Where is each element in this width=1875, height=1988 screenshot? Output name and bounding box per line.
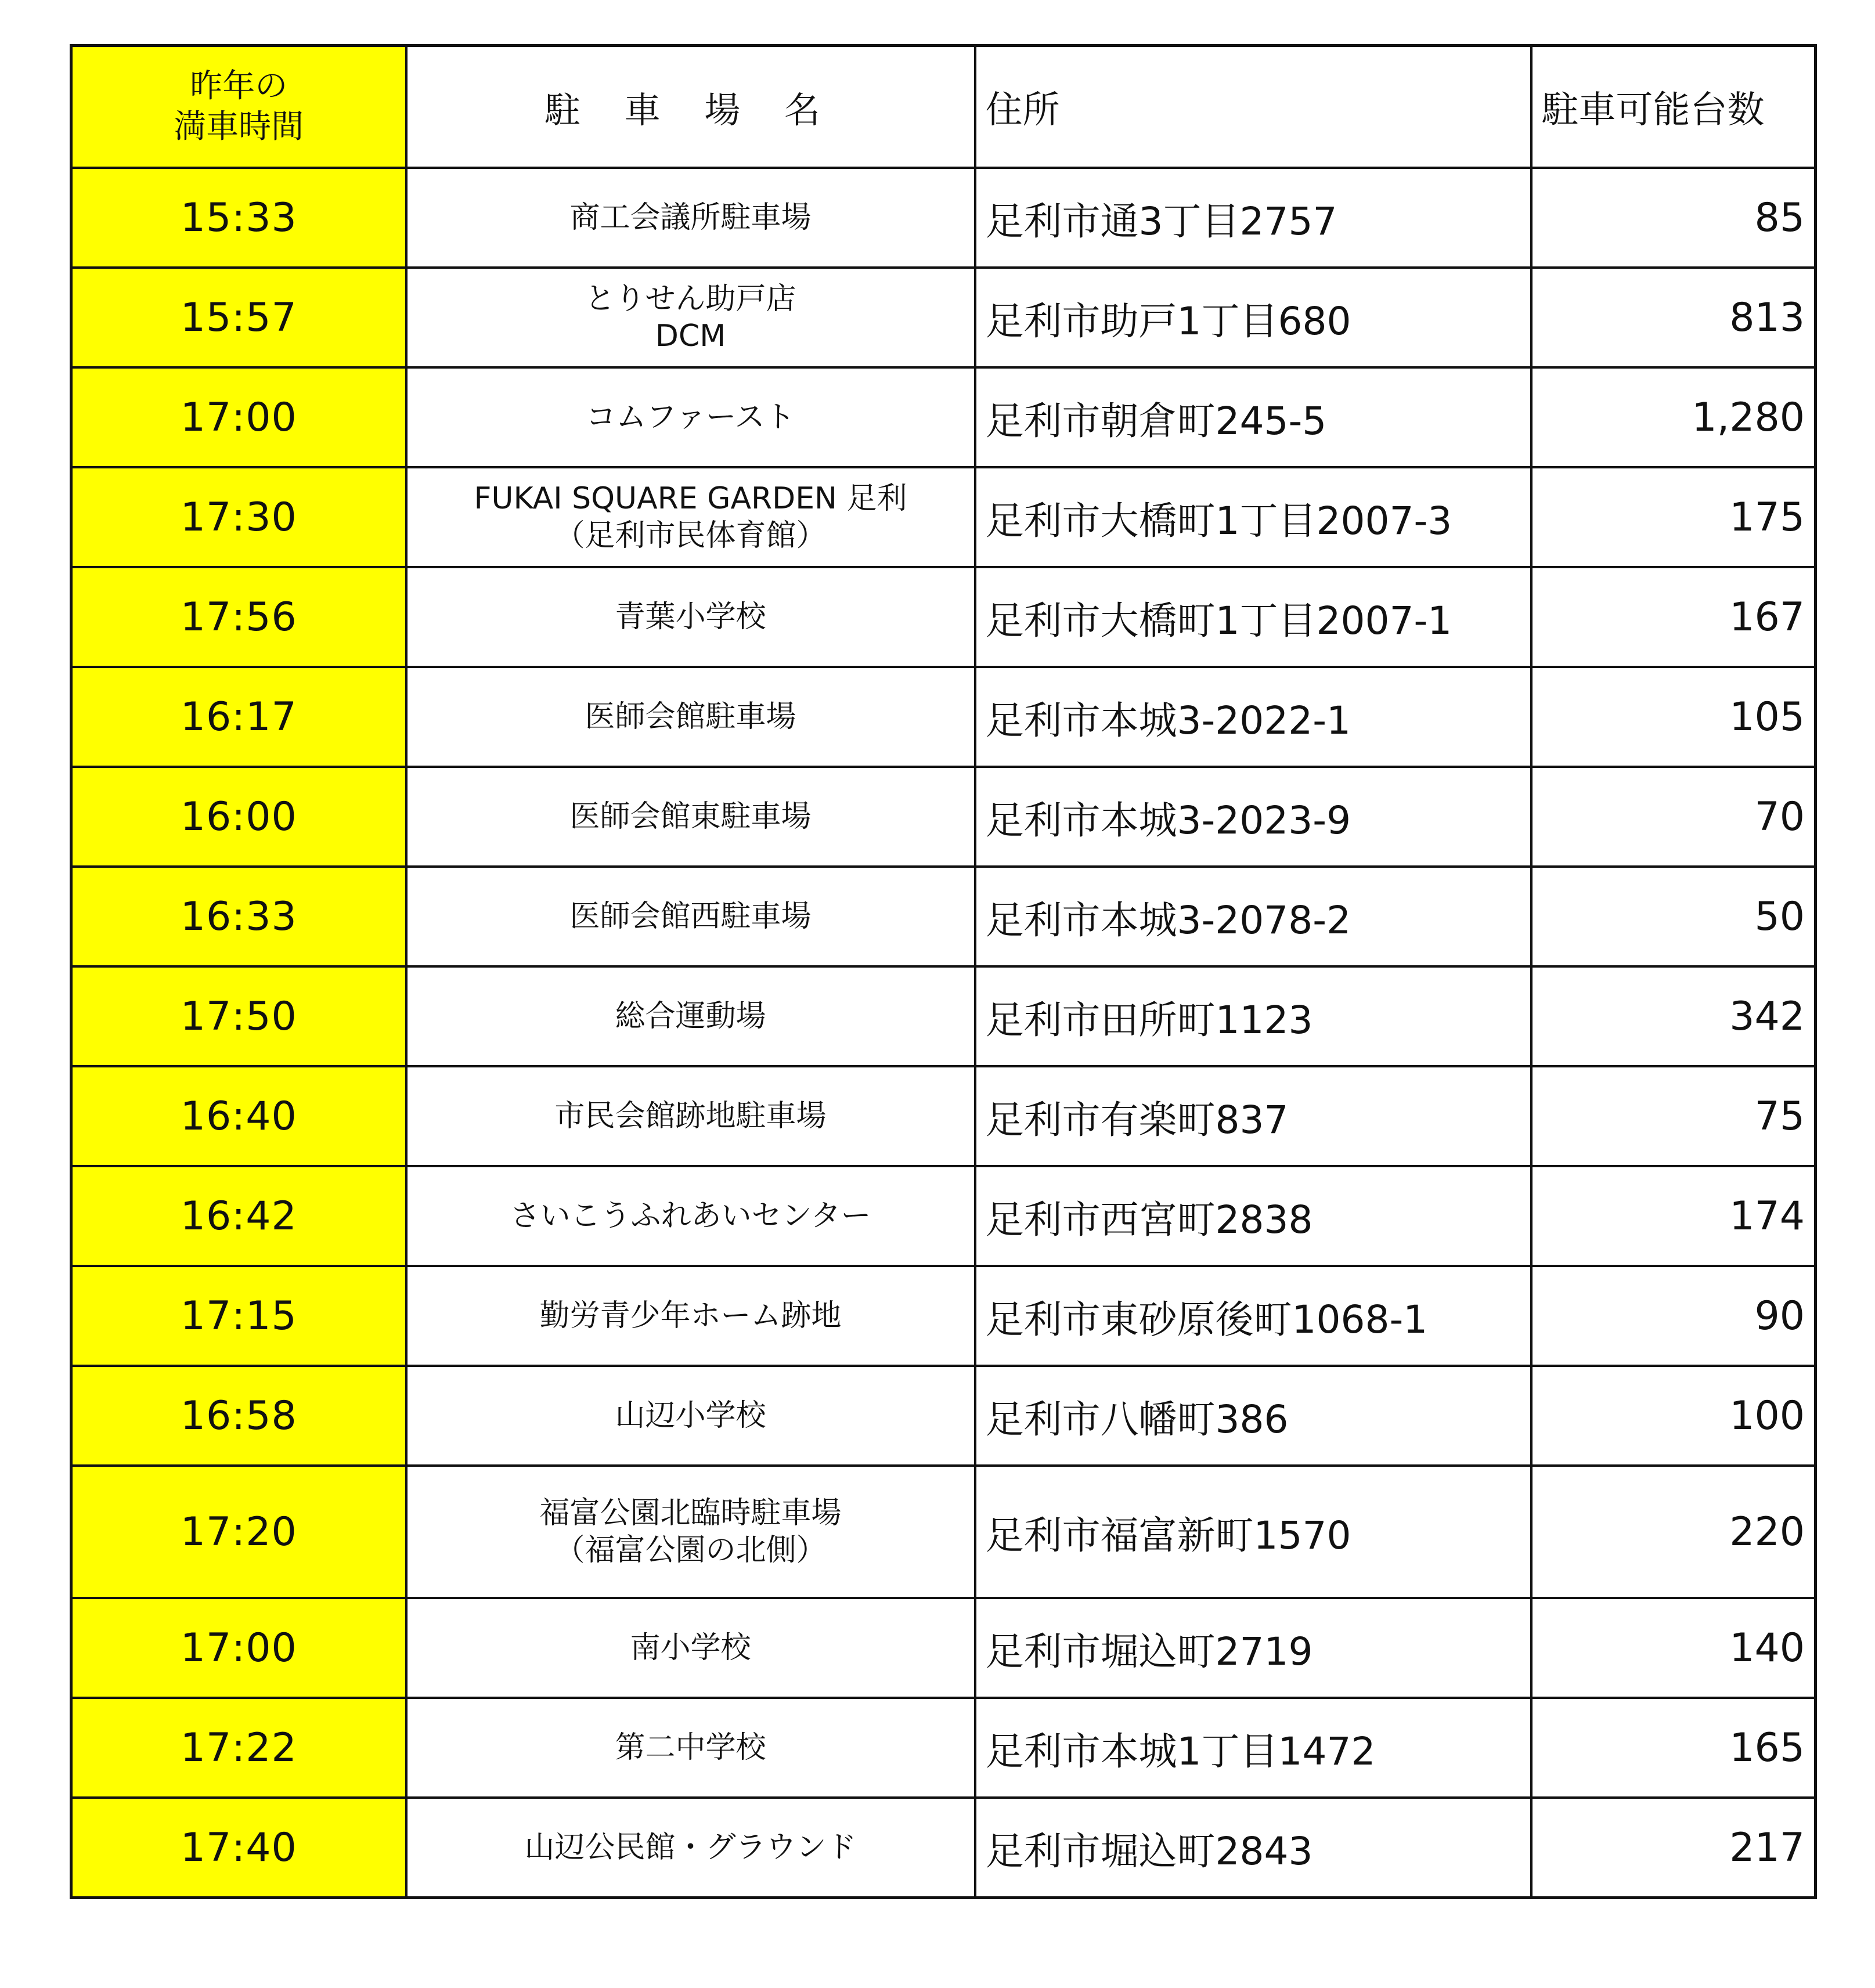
parking-name-cell <box>406 1066 975 1166</box>
full-time-cell: 16:58 <box>71 1366 406 1466</box>
table-body <box>71 168 1816 1898</box>
parking-name-line: 総合運動場 <box>615 999 766 1034</box>
address-cell: 足利市堀込町2719 <box>975 1598 1531 1698</box>
address-cell: 足利市朝倉町245-5 <box>975 367 1531 467</box>
parking-name-line: （足利市民体育館） <box>554 518 827 553</box>
capacity-cell: 813 <box>1531 268 1816 367</box>
full-time-cell: 17:00 <box>71 1598 406 1698</box>
parking-name-cell <box>406 966 975 1066</box>
capacity-cell: 175 <box>1531 467 1816 567</box>
header-capacity: 駐車可能台数 <box>1531 46 1816 168</box>
parking-name-cell <box>406 767 975 867</box>
full-time-cell: 16:00 <box>71 767 406 867</box>
capacity-cell: 165 <box>1531 1698 1816 1798</box>
capacity-cell: 75 <box>1531 1066 1816 1166</box>
capacity-cell: 90 <box>1531 1266 1816 1366</box>
full-time-cell: 15:57 <box>71 268 406 367</box>
header-time <box>71 46 406 168</box>
parking-name-cell <box>406 467 975 567</box>
parking-name-cell <box>406 567 975 667</box>
parking-name-cell <box>406 1166 975 1266</box>
parking-name-line: 山辺小学校 <box>615 1398 766 1433</box>
full-time-cell: 17:15 <box>71 1266 406 1366</box>
capacity-cell: 50 <box>1531 867 1816 966</box>
capacity-cell: 140 <box>1531 1598 1816 1698</box>
parking-name-cell <box>406 1698 975 1798</box>
full-time-cell: 17:40 <box>71 1798 406 1898</box>
address-cell: 足利市福富新町1570 <box>975 1466 1531 1598</box>
full-time-cell: 17:56 <box>71 567 406 667</box>
parking-name-cell <box>406 667 975 767</box>
parking-name-line: 南小学校 <box>630 1630 751 1665</box>
full-time-cell: 16:40 <box>71 1066 406 1166</box>
parking-name-line: さいこうふれあいセンター <box>510 1199 871 1233</box>
header-time-line1: 昨年の <box>190 67 288 105</box>
parking-name-line: 医師会館東駐車場 <box>569 799 812 834</box>
table-row <box>71 1166 1816 1266</box>
parking-name-line: 福富公園北臨時駐車場 <box>539 1496 842 1531</box>
full-time-cell: 16:42 <box>71 1166 406 1266</box>
parking-name-cell <box>406 367 975 467</box>
full-time-cell: 16:17 <box>71 667 406 767</box>
parking-name-cell <box>406 1466 975 1598</box>
table-row <box>71 367 1816 467</box>
address-cell: 足利市有楽町837 <box>975 1066 1531 1166</box>
capacity-cell: 174 <box>1531 1166 1816 1266</box>
parking-name-line: とりせん助戸店 <box>585 282 796 316</box>
parking-name-line: 青葉小学校 <box>615 600 766 634</box>
capacity-cell: 100 <box>1531 1366 1816 1466</box>
table-row <box>71 1266 1816 1366</box>
table-row <box>71 767 1816 867</box>
table-row <box>71 168 1816 268</box>
table-row <box>71 966 1816 1066</box>
header-time-line2: 満車時間 <box>174 108 304 146</box>
capacity-cell: 85 <box>1531 168 1816 268</box>
parking-name-line: 山辺公民館・グラウンド <box>524 1830 857 1865</box>
parking-name-line: 市民会館跡地駐車場 <box>554 1099 827 1134</box>
parking-table <box>70 44 1817 1899</box>
parking-name-line: 商工会議所駐車場 <box>569 200 812 235</box>
parking-name-line: 医師会館西駐車場 <box>569 899 812 934</box>
address-cell: 足利市堀込町2843 <box>975 1798 1531 1898</box>
header-address: 住所 <box>975 46 1531 168</box>
capacity-cell: 217 <box>1531 1798 1816 1898</box>
address-cell: 足利市東砂原後町1068-1 <box>975 1266 1531 1366</box>
full-time-cell: 16:33 <box>71 867 406 966</box>
table-row <box>71 1466 1816 1598</box>
capacity-cell: 1,280 <box>1531 367 1816 467</box>
parking-name-line: 勤労青少年ホーム跡地 <box>539 1298 842 1333</box>
header-name: 駐 車 場 名 <box>406 46 975 168</box>
table-row <box>71 1798 1816 1898</box>
full-time-cell: 17:00 <box>71 367 406 467</box>
parking-name-cell <box>406 867 975 966</box>
full-time-cell: 17:22 <box>71 1698 406 1798</box>
parking-name-cell <box>406 168 975 268</box>
address-cell: 足利市西宮町2838 <box>975 1166 1531 1266</box>
address-cell: 足利市本城3-2078-2 <box>975 867 1531 966</box>
capacity-cell: 220 <box>1531 1466 1816 1598</box>
full-time-cell: 17:20 <box>71 1466 406 1598</box>
full-time-cell: 15:33 <box>71 168 406 268</box>
parking-name-cell <box>406 1798 975 1898</box>
full-time-cell: 17:30 <box>71 467 406 567</box>
table-row <box>71 867 1816 966</box>
table-row <box>71 268 1816 367</box>
parking-name-cell <box>406 1266 975 1366</box>
address-cell: 足利市通3丁目2757 <box>975 168 1531 268</box>
capacity-cell: 342 <box>1531 966 1816 1066</box>
parking-name-line: FUKAI SQUARE GARDEN 足利 <box>474 481 907 516</box>
address-cell: 足利市大橋町1丁目2007-3 <box>975 467 1531 567</box>
address-cell: 足利市本城3-2022-1 <box>975 667 1531 767</box>
address-cell: 足利市助戸1丁目680 <box>975 268 1531 367</box>
table-row <box>71 1366 1816 1466</box>
full-time-cell: 17:50 <box>71 966 406 1066</box>
capacity-cell: 70 <box>1531 767 1816 867</box>
address-cell: 足利市本城1丁目1472 <box>975 1698 1531 1798</box>
parking-name-line: 第二中学校 <box>615 1730 766 1765</box>
parking-name-cell <box>406 1598 975 1698</box>
parking-name-cell <box>406 268 975 367</box>
table-row <box>71 1598 1816 1698</box>
parking-name-line: 医師会館駐車場 <box>585 699 796 734</box>
table-row <box>71 1698 1816 1798</box>
capacity-cell: 105 <box>1531 667 1816 767</box>
table-row <box>71 467 1816 567</box>
header-row <box>71 46 1816 168</box>
capacity-cell: 167 <box>1531 567 1816 667</box>
address-cell: 足利市本城3-2023-9 <box>975 767 1531 867</box>
address-cell: 足利市田所町1123 <box>975 966 1531 1066</box>
table-row <box>71 1066 1816 1166</box>
parking-name-line: コムファースト <box>586 400 795 435</box>
parking-name-line: （福富公園の北側） <box>554 1533 827 1568</box>
parking-name-cell <box>406 1366 975 1466</box>
table-row <box>71 667 1816 767</box>
address-cell: 足利市八幡町386 <box>975 1366 1531 1466</box>
address-cell: 足利市大橋町1丁目2007-1 <box>975 567 1531 667</box>
table-row <box>71 567 1816 667</box>
parking-name-line: DCM <box>655 319 726 353</box>
